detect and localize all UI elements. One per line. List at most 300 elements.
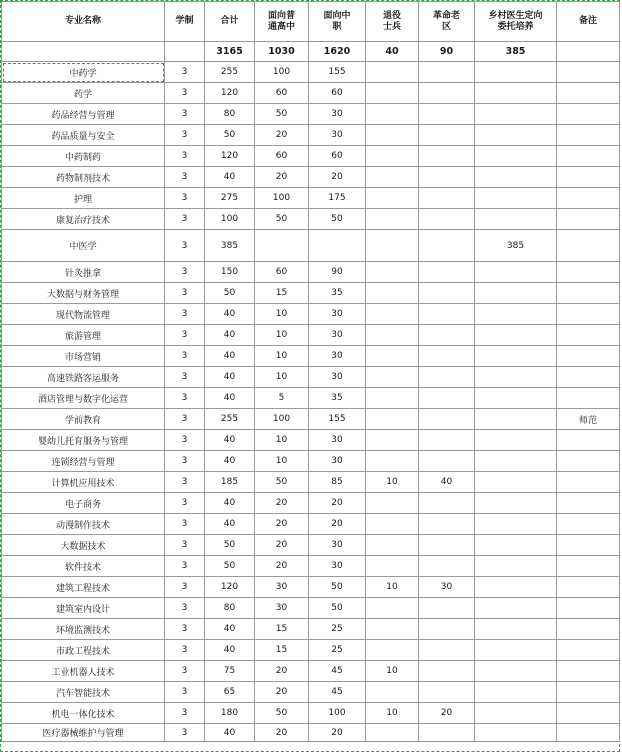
general-high-cell[interactable]: 15: [255, 283, 309, 304]
veterans-cell[interactable]: [366, 640, 419, 661]
general-high-cell[interactable]: 60: [255, 146, 309, 167]
remarks-cell[interactable]: [557, 598, 620, 619]
total-cell[interactable]: 40: [205, 430, 255, 451]
rural-doctor-cell[interactable]: [475, 388, 557, 409]
vocational-cell[interactable]: 30: [309, 346, 366, 367]
old-revolutionary-cell[interactable]: 30: [419, 577, 475, 598]
total-cell[interactable]: 50: [205, 556, 255, 577]
remarks-cell[interactable]: [557, 451, 620, 472]
old-revolutionary-cell[interactable]: [419, 262, 475, 283]
major-cell[interactable]: 建筑工程技术: [2, 577, 165, 598]
general-high-cell[interactable]: 50: [255, 209, 309, 230]
vocational-cell[interactable]: 20: [309, 724, 366, 742]
rural-doctor-cell[interactable]: [475, 367, 557, 388]
rural-doctor-cell[interactable]: [475, 325, 557, 346]
years-cell[interactable]: 3: [165, 640, 205, 661]
remarks-cell[interactable]: [557, 104, 620, 125]
old-revolutionary-cell[interactable]: [419, 188, 475, 209]
old-revolutionary-cell[interactable]: 20: [419, 703, 475, 724]
remarks-cell[interactable]: [557, 125, 620, 146]
years-cell[interactable]: 3: [165, 409, 205, 430]
major-cell[interactable]: 药品经营与管理: [2, 104, 165, 125]
remarks-cell[interactable]: [557, 209, 620, 230]
remarks-cell[interactable]: [557, 188, 620, 209]
total-cell[interactable]: 120: [205, 146, 255, 167]
old-revolutionary-cell[interactable]: [419, 409, 475, 430]
veterans-cell[interactable]: [366, 146, 419, 167]
major-cell[interactable]: 药物制剂技术: [2, 167, 165, 188]
years-cell[interactable]: 3: [165, 493, 205, 514]
major-cell[interactable]: 建筑室内设计: [2, 598, 165, 619]
old-revolutionary-cell[interactable]: 40: [419, 472, 475, 493]
vocational-cell[interactable]: 30: [309, 367, 366, 388]
rural-doctor-cell[interactable]: [475, 188, 557, 209]
years-cell[interactable]: 3: [165, 724, 205, 742]
general-high-cell[interactable]: 10: [255, 325, 309, 346]
total-cell[interactable]: 40: [205, 724, 255, 742]
total-cell[interactable]: 385: [205, 230, 255, 262]
years-cell[interactable]: 3: [165, 167, 205, 188]
general-high-cell[interactable]: 60: [255, 262, 309, 283]
major-cell[interactable]: 旅游管理: [2, 325, 165, 346]
totals-rural-doctor[interactable]: 385: [475, 42, 557, 62]
rural-doctor-cell[interactable]: [475, 262, 557, 283]
header-vocational[interactable]: 面向中职: [309, 2, 366, 42]
general-high-cell[interactable]: 20: [255, 661, 309, 682]
total-cell[interactable]: 180: [205, 703, 255, 724]
major-cell[interactable]: 大数据与财务管理: [2, 283, 165, 304]
old-revolutionary-cell[interactable]: [419, 304, 475, 325]
general-high-cell[interactable]: 10: [255, 451, 309, 472]
vocational-cell[interactable]: 30: [309, 430, 366, 451]
totals-remarks[interactable]: [557, 42, 620, 62]
major-cell[interactable]: 市场营销: [2, 346, 165, 367]
general-high-cell[interactable]: 5: [255, 388, 309, 409]
veterans-cell[interactable]: [366, 682, 419, 703]
major-cell[interactable]: 药学: [2, 83, 165, 104]
total-cell[interactable]: 50: [205, 535, 255, 556]
veterans-cell[interactable]: [366, 62, 419, 83]
major-cell[interactable]: 高速铁路客运服务: [2, 367, 165, 388]
general-high-cell[interactable]: 50: [255, 472, 309, 493]
veterans-cell[interactable]: [366, 230, 419, 262]
vocational-cell[interactable]: 45: [309, 682, 366, 703]
remarks-cell[interactable]: [557, 304, 620, 325]
header-old-revolutionary[interactable]: 革命老区: [419, 2, 475, 42]
rural-doctor-cell[interactable]: [475, 146, 557, 167]
general-high-cell[interactable]: 20: [255, 514, 309, 535]
vocational-cell[interactable]: 30: [309, 304, 366, 325]
total-cell[interactable]: 120: [205, 83, 255, 104]
rural-doctor-cell[interactable]: [475, 283, 557, 304]
total-cell[interactable]: 40: [205, 167, 255, 188]
total-cell[interactable]: 40: [205, 619, 255, 640]
vocational-cell[interactable]: 50: [309, 598, 366, 619]
years-cell[interactable]: 3: [165, 514, 205, 535]
veterans-cell[interactable]: [366, 209, 419, 230]
remarks-cell[interactable]: [557, 535, 620, 556]
remarks-cell[interactable]: [557, 472, 620, 493]
old-revolutionary-cell[interactable]: [419, 451, 475, 472]
vocational-cell[interactable]: 30: [309, 556, 366, 577]
totals-veterans[interactable]: 40: [366, 42, 419, 62]
rural-doctor-cell[interactable]: [475, 535, 557, 556]
rural-doctor-cell[interactable]: [475, 104, 557, 125]
general-high-cell[interactable]: 15: [255, 619, 309, 640]
vocational-cell[interactable]: 60: [309, 146, 366, 167]
vocational-cell[interactable]: 30: [309, 125, 366, 146]
general-high-cell[interactable]: 60: [255, 83, 309, 104]
years-cell[interactable]: 3: [165, 472, 205, 493]
years-cell[interactable]: 3: [165, 83, 205, 104]
general-high-cell[interactable]: 10: [255, 346, 309, 367]
general-high-cell[interactable]: 100: [255, 409, 309, 430]
general-high-cell[interactable]: 20: [255, 556, 309, 577]
years-cell[interactable]: 3: [165, 209, 205, 230]
rural-doctor-cell[interactable]: [475, 346, 557, 367]
vocational-cell[interactable]: 30: [309, 451, 366, 472]
veterans-cell[interactable]: [366, 451, 419, 472]
major-cell[interactable]: 环境监测技术: [2, 619, 165, 640]
header-total[interactable]: 合计: [205, 2, 255, 42]
total-cell[interactable]: 40: [205, 451, 255, 472]
veterans-cell[interactable]: 10: [366, 472, 419, 493]
years-cell[interactable]: 3: [165, 325, 205, 346]
rural-doctor-cell[interactable]: [475, 640, 557, 661]
vocational-cell[interactable]: 155: [309, 409, 366, 430]
years-cell[interactable]: 3: [165, 188, 205, 209]
rural-doctor-cell[interactable]: [475, 556, 557, 577]
vocational-cell[interactable]: 50: [309, 577, 366, 598]
remarks-cell[interactable]: [557, 283, 620, 304]
veterans-cell[interactable]: [366, 83, 419, 104]
remarks-cell[interactable]: [557, 724, 620, 742]
total-cell[interactable]: 50: [205, 283, 255, 304]
major-cell[interactable]: 计算机应用技术: [2, 472, 165, 493]
years-cell[interactable]: 3: [165, 304, 205, 325]
veterans-cell[interactable]: [366, 535, 419, 556]
remarks-cell[interactable]: [557, 556, 620, 577]
veterans-cell[interactable]: 10: [366, 703, 419, 724]
vocational-cell[interactable]: 35: [309, 283, 366, 304]
general-high-cell[interactable]: 20: [255, 724, 309, 742]
total-cell[interactable]: 275: [205, 188, 255, 209]
general-high-cell[interactable]: 30: [255, 577, 309, 598]
general-high-cell[interactable]: 20: [255, 167, 309, 188]
total-cell[interactable]: 40: [205, 514, 255, 535]
veterans-cell[interactable]: [366, 283, 419, 304]
total-cell[interactable]: 80: [205, 598, 255, 619]
major-cell[interactable]: 连锁经营与管理: [2, 451, 165, 472]
years-cell[interactable]: 3: [165, 388, 205, 409]
remarks-cell[interactable]: [557, 62, 620, 83]
old-revolutionary-cell[interactable]: [419, 104, 475, 125]
remarks-cell[interactable]: [557, 367, 620, 388]
vocational-cell[interactable]: 50: [309, 209, 366, 230]
totals-years[interactable]: [165, 42, 205, 62]
general-high-cell[interactable]: 10: [255, 430, 309, 451]
major-cell[interactable]: 中医学: [2, 230, 165, 262]
major-cell[interactable]: 现代物流管理: [2, 304, 165, 325]
years-cell[interactable]: 3: [165, 62, 205, 83]
totals-vocational[interactable]: 1620: [309, 42, 366, 62]
major-cell[interactable]: 中药制药: [2, 146, 165, 167]
years-cell[interactable]: 3: [165, 146, 205, 167]
vocational-cell[interactable]: 20: [309, 493, 366, 514]
remarks-cell[interactable]: [557, 703, 620, 724]
remarks-cell[interactable]: [557, 388, 620, 409]
total-cell[interactable]: 40: [205, 640, 255, 661]
general-high-cell[interactable]: 20: [255, 535, 309, 556]
rural-doctor-cell[interactable]: 385: [475, 230, 557, 262]
rural-doctor-cell[interactable]: [475, 724, 557, 742]
veterans-cell[interactable]: [366, 556, 419, 577]
major-cell[interactable]: 工业机器人技术: [2, 661, 165, 682]
old-revolutionary-cell[interactable]: [419, 619, 475, 640]
rural-doctor-cell[interactable]: [475, 62, 557, 83]
old-revolutionary-cell[interactable]: [419, 209, 475, 230]
rural-doctor-cell[interactable]: [475, 83, 557, 104]
old-revolutionary-cell[interactable]: [419, 230, 475, 262]
total-cell[interactable]: 120: [205, 577, 255, 598]
old-revolutionary-cell[interactable]: [419, 125, 475, 146]
years-cell[interactable]: 3: [165, 682, 205, 703]
old-revolutionary-cell[interactable]: [419, 283, 475, 304]
totals-total[interactable]: 3165: [205, 42, 255, 62]
rural-doctor-cell[interactable]: [475, 514, 557, 535]
veterans-cell[interactable]: [366, 262, 419, 283]
total-cell[interactable]: 255: [205, 62, 255, 83]
total-cell[interactable]: 80: [205, 104, 255, 125]
total-cell[interactable]: 65: [205, 682, 255, 703]
years-cell[interactable]: 3: [165, 346, 205, 367]
remarks-cell[interactable]: [557, 661, 620, 682]
vocational-cell[interactable]: 45: [309, 661, 366, 682]
remarks-cell[interactable]: [557, 83, 620, 104]
vocational-cell[interactable]: 25: [309, 640, 366, 661]
old-revolutionary-cell[interactable]: [419, 493, 475, 514]
years-cell[interactable]: 3: [165, 230, 205, 262]
rural-doctor-cell[interactable]: [475, 703, 557, 724]
years-cell[interactable]: 3: [165, 125, 205, 146]
totals-label[interactable]: [2, 42, 165, 62]
years-cell[interactable]: 3: [165, 367, 205, 388]
old-revolutionary-cell[interactable]: [419, 146, 475, 167]
vocational-cell[interactable]: 30: [309, 104, 366, 125]
total-cell[interactable]: 40: [205, 388, 255, 409]
veterans-cell[interactable]: [366, 493, 419, 514]
major-cell[interactable]: 动漫制作技术: [2, 514, 165, 535]
old-revolutionary-cell[interactable]: [419, 598, 475, 619]
major-cell[interactable]: 机电一体化技术: [2, 703, 165, 724]
old-revolutionary-cell[interactable]: [419, 556, 475, 577]
old-revolutionary-cell[interactable]: [419, 682, 475, 703]
vocational-cell[interactable]: 30: [309, 325, 366, 346]
years-cell[interactable]: 3: [165, 619, 205, 640]
general-high-cell[interactable]: 20: [255, 682, 309, 703]
remarks-cell[interactable]: [557, 262, 620, 283]
veterans-cell[interactable]: [366, 619, 419, 640]
veterans-cell[interactable]: [366, 367, 419, 388]
veterans-cell[interactable]: [366, 325, 419, 346]
major-cell[interactable]: 软件技术: [2, 556, 165, 577]
years-cell[interactable]: 3: [165, 430, 205, 451]
major-cell[interactable]: 医疗器械维护与管理: [2, 724, 165, 742]
general-high-cell[interactable]: 50: [255, 703, 309, 724]
header-major[interactable]: 专业名称: [2, 2, 165, 42]
vocational-cell[interactable]: 60: [309, 83, 366, 104]
general-high-cell[interactable]: 20: [255, 493, 309, 514]
old-revolutionary-cell[interactable]: [419, 167, 475, 188]
old-revolutionary-cell[interactable]: [419, 325, 475, 346]
old-revolutionary-cell[interactable]: [419, 535, 475, 556]
general-high-cell[interactable]: [255, 230, 309, 262]
total-cell[interactable]: 40: [205, 346, 255, 367]
years-cell[interactable]: 3: [165, 703, 205, 724]
general-high-cell[interactable]: 10: [255, 367, 309, 388]
rural-doctor-cell[interactable]: [475, 167, 557, 188]
remarks-cell[interactable]: [557, 230, 620, 262]
vocational-cell[interactable]: 25: [309, 619, 366, 640]
veterans-cell[interactable]: [366, 430, 419, 451]
total-cell[interactable]: 50: [205, 125, 255, 146]
rural-doctor-cell[interactable]: [475, 430, 557, 451]
total-cell[interactable]: 255: [205, 409, 255, 430]
old-revolutionary-cell[interactable]: [419, 430, 475, 451]
vocational-cell[interactable]: 90: [309, 262, 366, 283]
rural-doctor-cell[interactable]: [475, 472, 557, 493]
years-cell[interactable]: 3: [165, 535, 205, 556]
general-high-cell[interactable]: 100: [255, 62, 309, 83]
rural-doctor-cell[interactable]: [475, 304, 557, 325]
total-cell[interactable]: 40: [205, 304, 255, 325]
major-cell[interactable]: 汽车智能技术: [2, 682, 165, 703]
totals-old-revolutionary[interactable]: 90: [419, 42, 475, 62]
total-cell[interactable]: 100: [205, 209, 255, 230]
remarks-cell[interactable]: [557, 493, 620, 514]
vocational-cell[interactable]: 20: [309, 167, 366, 188]
remarks-cell[interactable]: [557, 640, 620, 661]
veterans-cell[interactable]: [366, 167, 419, 188]
veterans-cell[interactable]: [366, 346, 419, 367]
vocational-cell[interactable]: 85: [309, 472, 366, 493]
total-cell[interactable]: 40: [205, 493, 255, 514]
major-cell[interactable]: 针灸推拿: [2, 262, 165, 283]
veterans-cell[interactable]: [366, 409, 419, 430]
major-cell[interactable]: 大数据技术: [2, 535, 165, 556]
remarks-cell[interactable]: [557, 346, 620, 367]
header-remarks[interactable]: 备注: [557, 2, 620, 42]
remarks-cell[interactable]: [557, 619, 620, 640]
years-cell[interactable]: 3: [165, 661, 205, 682]
veterans-cell[interactable]: [366, 104, 419, 125]
rural-doctor-cell[interactable]: [475, 451, 557, 472]
major-cell[interactable]: 婴幼儿托育服务与管理: [2, 430, 165, 451]
general-high-cell[interactable]: 10: [255, 304, 309, 325]
years-cell[interactable]: 3: [165, 577, 205, 598]
old-revolutionary-cell[interactable]: [419, 346, 475, 367]
rural-doctor-cell[interactable]: [475, 661, 557, 682]
old-revolutionary-cell[interactable]: [419, 388, 475, 409]
old-revolutionary-cell[interactable]: [419, 62, 475, 83]
remarks-cell[interactable]: [557, 514, 620, 535]
remarks-cell[interactable]: [557, 325, 620, 346]
total-cell[interactable]: 75: [205, 661, 255, 682]
years-cell[interactable]: 3: [165, 283, 205, 304]
general-high-cell[interactable]: 15: [255, 640, 309, 661]
veterans-cell[interactable]: [366, 724, 419, 742]
rural-doctor-cell[interactable]: [475, 125, 557, 146]
rural-doctor-cell[interactable]: [475, 682, 557, 703]
years-cell[interactable]: 3: [165, 104, 205, 125]
rural-doctor-cell[interactable]: [475, 619, 557, 640]
total-cell[interactable]: 185: [205, 472, 255, 493]
general-high-cell[interactable]: 30: [255, 598, 309, 619]
general-high-cell[interactable]: 100: [255, 188, 309, 209]
general-high-cell[interactable]: 50: [255, 104, 309, 125]
veterans-cell[interactable]: [366, 188, 419, 209]
years-cell[interactable]: 3: [165, 262, 205, 283]
major-cell[interactable]: 护理: [2, 188, 165, 209]
veterans-cell[interactable]: [366, 514, 419, 535]
old-revolutionary-cell[interactable]: [419, 514, 475, 535]
years-cell[interactable]: 3: [165, 598, 205, 619]
rural-doctor-cell[interactable]: [475, 577, 557, 598]
total-cell[interactable]: 150: [205, 262, 255, 283]
veterans-cell[interactable]: [366, 388, 419, 409]
remarks-cell[interactable]: 师范: [557, 409, 620, 430]
rural-doctor-cell[interactable]: [475, 209, 557, 230]
major-cell[interactable]: 药品质量与安全: [2, 125, 165, 146]
header-general-high[interactable]: 面向普通高中: [255, 2, 309, 42]
remarks-cell[interactable]: [557, 682, 620, 703]
veterans-cell[interactable]: [366, 598, 419, 619]
old-revolutionary-cell[interactable]: [419, 83, 475, 104]
vocational-cell[interactable]: 155: [309, 62, 366, 83]
header-veterans[interactable]: 退役士兵: [366, 2, 419, 42]
remarks-cell[interactable]: [557, 146, 620, 167]
rural-doctor-cell[interactable]: [475, 598, 557, 619]
major-cell[interactable]: 学前教育: [2, 409, 165, 430]
major-cell[interactable]: 市政工程技术: [2, 640, 165, 661]
major-cell[interactable]: 酒店管理与数字化运营: [2, 388, 165, 409]
old-revolutionary-cell[interactable]: [419, 640, 475, 661]
veterans-cell[interactable]: 10: [366, 661, 419, 682]
rural-doctor-cell[interactable]: [475, 409, 557, 430]
old-revolutionary-cell[interactable]: [419, 724, 475, 742]
major-cell[interactable]: 电子商务: [2, 493, 165, 514]
remarks-cell[interactable]: [557, 430, 620, 451]
general-high-cell[interactable]: 20: [255, 125, 309, 146]
vocational-cell[interactable]: [309, 230, 366, 262]
old-revolutionary-cell[interactable]: [419, 367, 475, 388]
years-cell[interactable]: 3: [165, 451, 205, 472]
remarks-cell[interactable]: [557, 167, 620, 188]
vocational-cell[interactable]: 100: [309, 703, 366, 724]
vocational-cell[interactable]: 35: [309, 388, 366, 409]
major-cell[interactable]: 康复治疗技术: [2, 209, 165, 230]
veterans-cell[interactable]: 10: [366, 577, 419, 598]
veterans-cell[interactable]: [366, 125, 419, 146]
major-cell[interactable]: 中药学: [2, 62, 165, 83]
totals-general-high[interactable]: 1030: [255, 42, 309, 62]
years-cell[interactable]: 3: [165, 556, 205, 577]
total-cell[interactable]: 40: [205, 325, 255, 346]
veterans-cell[interactable]: [366, 304, 419, 325]
vocational-cell[interactable]: 20: [309, 514, 366, 535]
total-cell[interactable]: 40: [205, 367, 255, 388]
vocational-cell[interactable]: 30: [309, 535, 366, 556]
